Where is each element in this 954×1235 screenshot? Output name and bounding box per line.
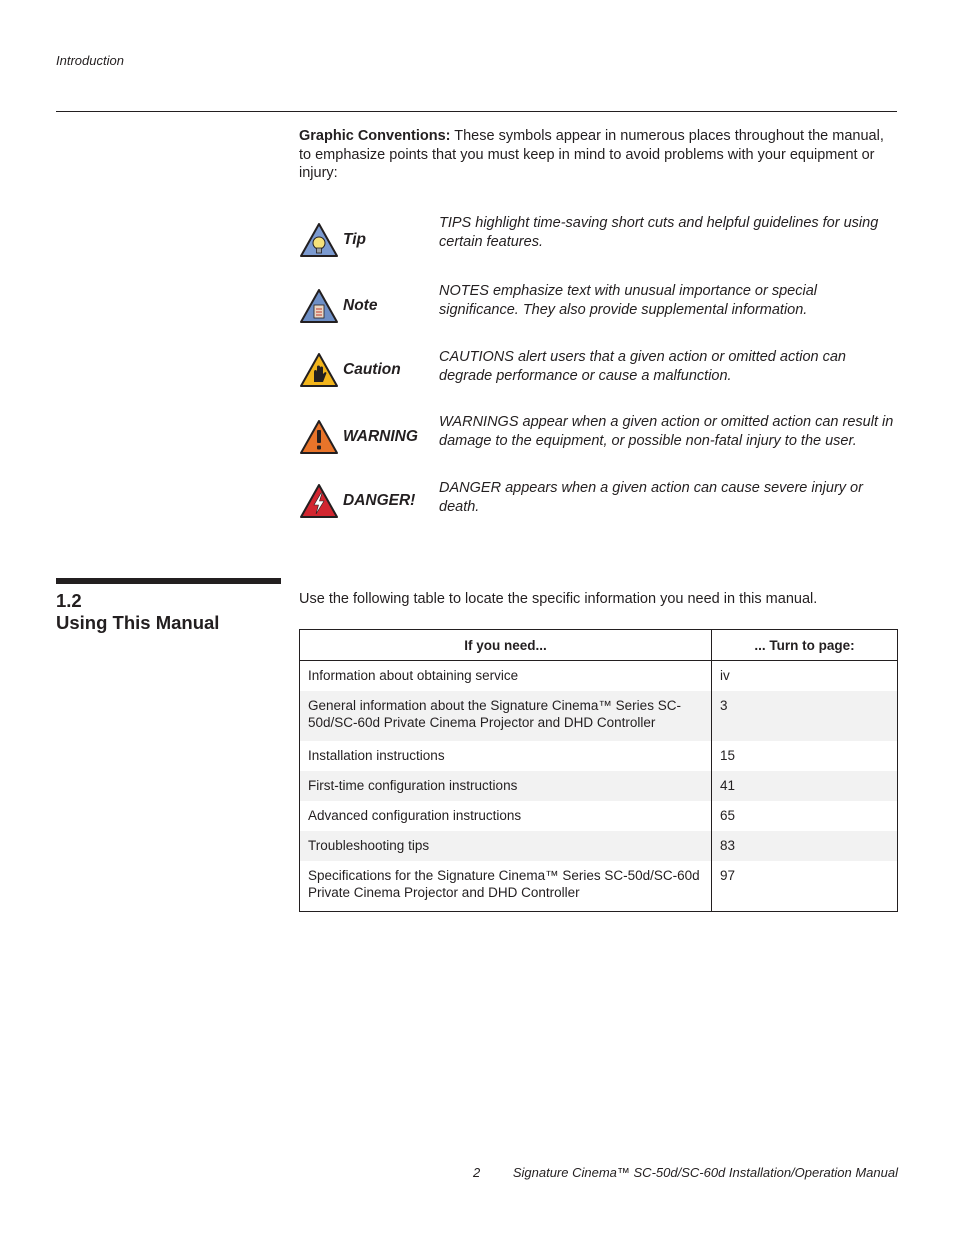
tip-label: Tip: [343, 231, 366, 248]
table-cell-page: 97: [720, 868, 736, 883]
manual-guide-table: [299, 629, 898, 912]
warning-exclamation-icon: [299, 419, 339, 455]
footer-page-number: 2: [473, 1165, 481, 1180]
intro-paragraph: [299, 127, 889, 183]
table-cell-page: 3: [712, 691, 898, 741]
convention-caution: [299, 348, 899, 398]
intro-text: These symbols appear in numerous places throughout the manual, to emphasize points that you must keep in mind to avoid problems with your equipment or injury:: [299, 128, 884, 181]
tip-lightbulb-icon: [299, 222, 339, 258]
warning-label: WARNING: [343, 428, 418, 445]
caution-label: Caution: [343, 361, 401, 378]
table-row: [300, 741, 898, 771]
convention-danger: [299, 479, 899, 529]
intro-lead: Graphic Conventions:: [299, 128, 451, 144]
danger-lightning-icon: [299, 483, 339, 519]
column-header-need: If you need...: [300, 630, 712, 661]
danger-description: DANGER appears when a given action can cause severe injury or death.: [439, 480, 863, 515]
footer-manual-title: Signature Cinema™ SC-50d/SC-60d Installation/Operation Manual: [512, 1165, 898, 1180]
table-cell-need: First-time configuration instructions: [300, 771, 712, 801]
section-number: 1.2: [56, 590, 82, 611]
convention-warning: [299, 413, 899, 463]
table-cell-page: 83: [712, 831, 898, 861]
convention-note: [299, 282, 899, 332]
tip-description: TIPS highlight time-saving short cuts and helpful guidelines for using certain features.: [439, 215, 879, 250]
table-cell-need: Installation instructions: [300, 741, 712, 771]
table-cell-page: 41: [712, 771, 898, 801]
table-cell-need: Information about obtaining service: [300, 661, 712, 692]
section-rule: [56, 578, 281, 584]
table-row: [300, 831, 898, 861]
table-row: [300, 801, 898, 831]
table-cell-page: 15: [720, 748, 736, 763]
column-header-page: ... Turn to page:: [712, 630, 898, 661]
note-icon: [299, 288, 339, 324]
caution-hand-icon: [299, 352, 339, 388]
table-row: [300, 861, 898, 912]
table-cell-page: iv: [720, 668, 730, 683]
convention-tip: [299, 214, 899, 264]
table-cell-page: 65: [720, 808, 736, 823]
note-label: Note: [343, 297, 378, 314]
table-row: [300, 661, 898, 692]
table-cell-need: Advanced configuration instructions: [300, 801, 712, 831]
danger-label: DANGER!: [343, 492, 416, 509]
running-head: Introduction: [56, 53, 124, 68]
section-title: Using This Manual: [56, 612, 220, 633]
header-rule: [56, 111, 897, 112]
table-cell-need: Specifications for the Signature Cinema™ Series SC-50d/SC-60d Private Cinema Projector and DHD Controller: [300, 861, 712, 912]
warning-description: WARNINGS appear when a given action or omitted action can result in damage to the equipment, or possible non-fatal injury to the user.: [439, 414, 894, 449]
table-header-row: [300, 630, 898, 661]
section-lead: Use the following table to locate the specific information you need in this manual.: [299, 591, 818, 607]
table-cell-need: General information about the Signature Cinema™ Series SC-50d/SC-60d Private Cinema Projector and DHD Controller: [300, 691, 712, 741]
table-row: [300, 771, 898, 801]
table-cell-need: Troubleshooting tips: [300, 831, 712, 861]
table-row: [300, 691, 898, 741]
caution-description: CAUTIONS alert users that a given action or omitted action can degrade performance or cause a malfunction.: [439, 349, 846, 384]
note-description: NOTES emphasize text with unusual importance or special significance. They also provide supplemental information.: [439, 283, 817, 318]
